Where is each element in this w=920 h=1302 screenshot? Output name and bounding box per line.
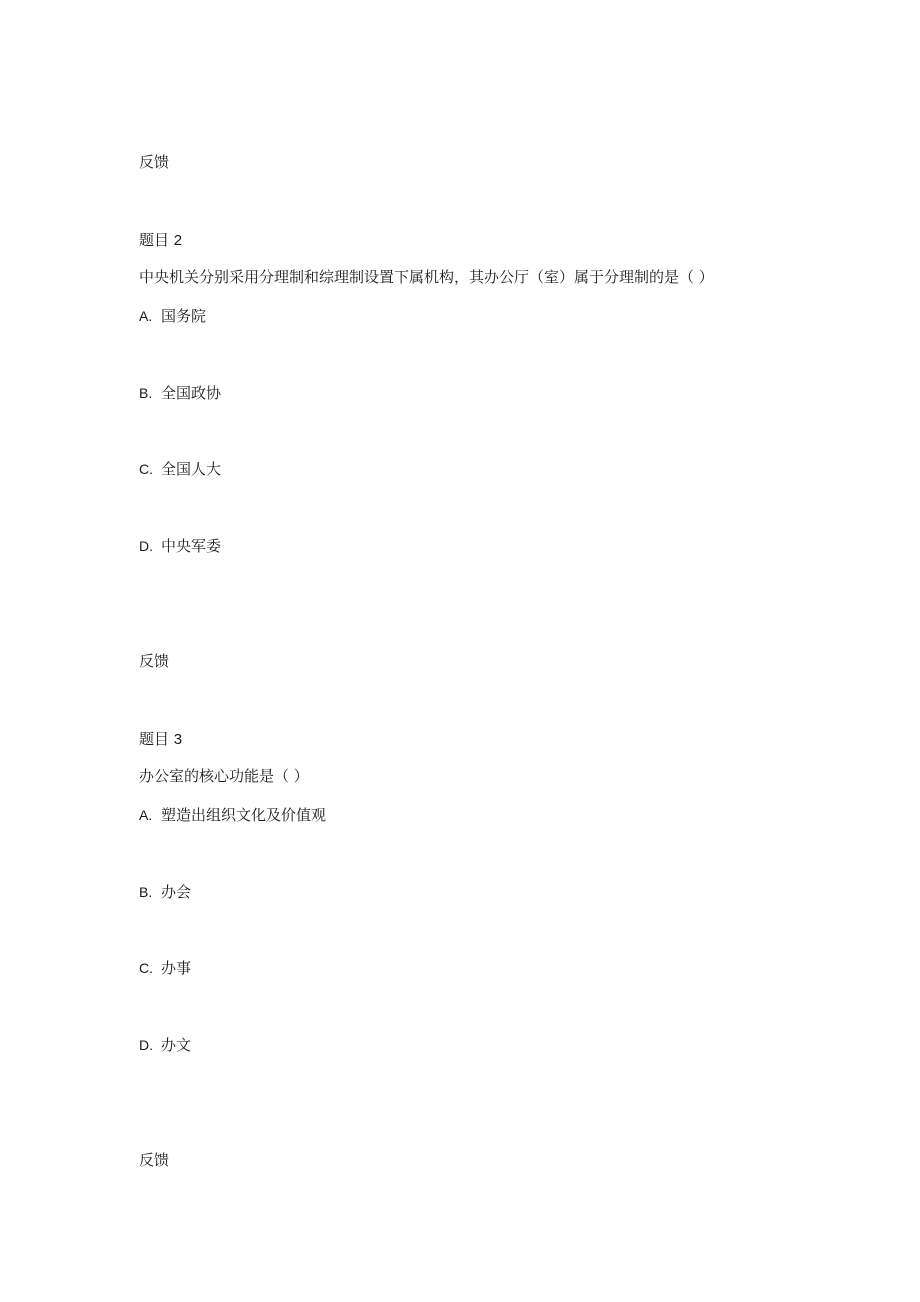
option-letter: A.: [139, 807, 153, 823]
option-text: 全国政协: [161, 384, 222, 402]
question-title-prefix: 题目: [139, 231, 170, 249]
option-c[interactable]: [139, 459, 221, 479]
option-letter: A.: [139, 308, 153, 324]
option-text: 办会: [161, 883, 192, 901]
question-title: [139, 230, 182, 251]
option-d[interactable]: [139, 536, 221, 556]
question-text: 办公室的核心功能是（ ）: [139, 767, 309, 785]
option-d[interactable]: [139, 1035, 191, 1055]
option-text: 办事: [161, 959, 192, 977]
feedback-label: 反馈: [139, 652, 170, 670]
question-number: 2: [173, 232, 183, 249]
option-text: 中央军委: [161, 537, 222, 555]
option-letter: D.: [139, 1037, 153, 1053]
option-text: 办文: [161, 1036, 192, 1054]
feedback-label: 反馈: [139, 1151, 170, 1169]
option-letter: B.: [139, 884, 153, 900]
feedback-label: 反馈: [139, 153, 170, 171]
question-title-prefix: 题目: [139, 730, 170, 748]
option-b[interactable]: [139, 882, 191, 902]
option-letter: C.: [139, 960, 153, 976]
question-number: 3: [173, 731, 183, 748]
option-letter: D.: [139, 538, 153, 554]
option-a[interactable]: [139, 805, 326, 825]
option-text: 塑造出组织文化及价值观: [161, 806, 327, 824]
option-text: 国务院: [161, 307, 207, 325]
question-text: 中央机关分别采用分理制和综理制设置下属机构，其办公厅（室）属于分理制的是（ ）: [139, 268, 714, 286]
option-a[interactable]: [139, 306, 206, 326]
option-text: 全国人大: [161, 460, 222, 478]
option-c[interactable]: [139, 958, 191, 978]
option-letter: C.: [139, 461, 153, 477]
option-letter: B.: [139, 385, 153, 401]
option-b[interactable]: [139, 383, 221, 403]
question-title: [139, 729, 182, 750]
